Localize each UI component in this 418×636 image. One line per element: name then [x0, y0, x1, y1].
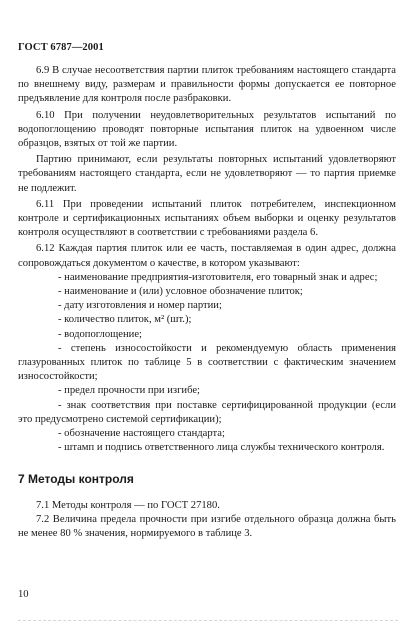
- list-item-quantity: - количество плиток, м² (шт.);: [58, 314, 192, 326]
- list-item-manufacturer: - наименование предприятия-изготовителя, его товарный знак и адрес;: [58, 271, 378, 283]
- paragraph-7-1: 7.1 Методы контроля — по ГОСТ 27180.: [36, 499, 220, 511]
- list-item-bending-strength: - предел прочности при изгибе;: [58, 385, 200, 397]
- list-item-standard: - обозначение настоящего стандарта;: [58, 428, 225, 440]
- list-item-name: - наименование и (или) условное обозначение плиток;: [58, 286, 303, 298]
- document-body: [18, 64, 396, 541]
- running-header: ГОСТ 6787—2001: [18, 42, 104, 53]
- section-title: 7 Методы контроля: [18, 472, 134, 487]
- paragraph-7-2: 7.2 Величина предела прочности при изгибе отдельного образца должна быть не менее 80 % значения, нормируемого в таблице 3.: [18, 513, 396, 540]
- paragraph-acceptance: Партию принимают, если результаты повторных испытаний удовлетворяют требованиям настоящего стандарта, если не удовлетворяют — то партия приемке не подлежит.: [18, 154, 396, 194]
- paragraph-6-12: 6.12 Каждая партия плиток или ее часть, поставляемая в один адрес, должна сопровождаться документом о качестве, в котором указывают:: [18, 243, 396, 269]
- list-item-date: - дату изготовления и номер партии;: [58, 300, 222, 312]
- list-item-water-absorption: - водопоглощение;: [58, 328, 142, 340]
- paragraph-6-11: 6.11 При проведении испытаний плиток потребителем, инспекционном контроле и сертификационных испытаниях объем выборки и оценку результатов контроля осуществляют в соответствии с требованиями раздела 6.: [18, 198, 396, 239]
- scan-edge-line: [18, 620, 398, 621]
- list-item-stamp: - штамп и подпись ответственного лица службы технического контроля.: [58, 442, 385, 454]
- list-item-wear-resistance: - степень износостойкости и рекомендуемую область применения глазурованных плиток по таблице 5 в соответствии с фактическим значением износостойкости;: [18, 342, 396, 383]
- paragraph-6-10: 6.10 При получении неудовлетворительных результатов испытаний по водопоглощению проводят повторные испытания плиток на удвоенном числе образцов, взятых от той же партии.: [18, 109, 396, 150]
- page-number: 10: [18, 589, 29, 600]
- list-item-conformity-mark: - знак соответствия при поставке сертифицированной продукции (если это предусмотрено системой сертификации);: [18, 399, 396, 425]
- paragraph-6-9: 6.9 В случае несоответствия партии плиток требованиям настоящего стандарта по внешнему виду, размерам и правильности формы допускается ее повторное предъявление для контроля после разбраковки.: [18, 65, 396, 105]
